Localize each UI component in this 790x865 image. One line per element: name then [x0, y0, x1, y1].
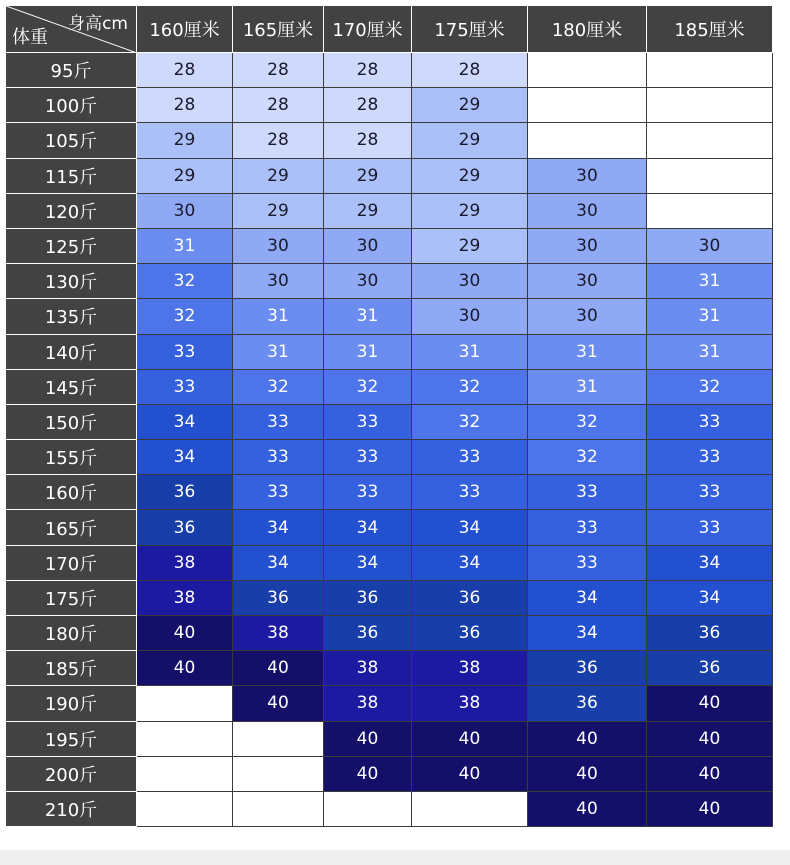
size-cell: 28 [233, 53, 324, 88]
column-header-180: 180厘米 [528, 6, 647, 53]
size-cell: 31 [528, 370, 647, 405]
size-cell: 34 [324, 546, 412, 581]
size-cell: 40 [233, 651, 324, 686]
size-cell: 29 [412, 229, 528, 264]
size-cell: 30 [528, 264, 647, 299]
size-cell: 33 [528, 546, 647, 581]
table-row [6, 123, 782, 158]
row-header-weight: 200斤 [6, 757, 137, 792]
row-header-weight: 140斤 [6, 335, 137, 370]
size-cell: 33 [137, 370, 233, 405]
table-row [6, 264, 782, 299]
table-row [6, 229, 782, 264]
size-cell: 29 [412, 123, 528, 158]
column-header-165: 165厘米 [233, 6, 324, 53]
table-row [6, 722, 782, 757]
size-cell: 36 [233, 581, 324, 616]
size-cell: 38 [137, 546, 233, 581]
size-cell: 40 [647, 757, 773, 792]
row-header-weight: 105斤 [6, 123, 137, 158]
table-row [6, 686, 782, 721]
size-cell: 33 [647, 510, 773, 545]
size-cell: 36 [647, 651, 773, 686]
size-cell: 30 [233, 229, 324, 264]
size-cell: 31 [324, 299, 412, 334]
size-cell: 30 [233, 264, 324, 299]
size-cell: 36 [324, 616, 412, 651]
size-cell: 32 [137, 264, 233, 299]
size-cell: 30 [412, 264, 528, 299]
size-cell: 38 [412, 686, 528, 721]
size-cell: 33 [324, 475, 412, 510]
column-header-175: 175厘米 [412, 6, 528, 53]
size-cell: 33 [324, 405, 412, 440]
size-cell: 38 [324, 651, 412, 686]
row-header-weight: 190斤 [6, 686, 137, 721]
size-cell: 34 [137, 405, 233, 440]
size-cell: 29 [412, 88, 528, 123]
size-cell: 28 [137, 88, 233, 123]
column-header-170: 170厘米 [324, 6, 412, 53]
size-cell: 29 [233, 159, 324, 194]
row-header-weight: 185斤 [6, 651, 137, 686]
table-row [6, 651, 782, 686]
size-cell: 40 [647, 686, 773, 721]
row-header-weight: 175斤 [6, 581, 137, 616]
size-cell: 36 [647, 616, 773, 651]
size-cell: 29 [137, 123, 233, 158]
table-row [6, 88, 782, 123]
size-cell: 28 [233, 88, 324, 123]
table-row [6, 299, 782, 334]
size-cell: 36 [412, 616, 528, 651]
size-cell: 31 [233, 299, 324, 334]
table-row [6, 510, 782, 545]
size-cell: 33 [647, 475, 773, 510]
size-cell: 33 [528, 475, 647, 510]
size-cell: 32 [137, 299, 233, 334]
empty-cell [647, 159, 773, 194]
empty-cell [647, 88, 773, 123]
size-cell: 30 [137, 194, 233, 229]
size-cell: 34 [324, 510, 412, 545]
size-cell: 33 [647, 405, 773, 440]
empty-cell [137, 792, 233, 827]
size-cell: 34 [137, 440, 233, 475]
size-cell: 33 [137, 335, 233, 370]
column-header-160: 160厘米 [137, 6, 233, 53]
row-header-weight: 100斤 [6, 88, 137, 123]
size-cell: 28 [137, 53, 233, 88]
size-cell: 36 [137, 475, 233, 510]
row-header-weight: 160斤 [6, 475, 137, 510]
size-cell: 40 [137, 616, 233, 651]
empty-cell [647, 194, 773, 229]
size-cell: 31 [647, 335, 773, 370]
size-cell: 28 [324, 53, 412, 88]
size-cell: 32 [324, 370, 412, 405]
size-cell: 30 [324, 229, 412, 264]
size-cell: 32 [647, 370, 773, 405]
row-header-weight: 115斤 [6, 159, 137, 194]
table-row [6, 757, 782, 792]
size-cell: 31 [137, 229, 233, 264]
size-cell: 34 [647, 581, 773, 616]
table-row [6, 440, 782, 475]
size-cell: 40 [647, 792, 773, 827]
size-cell: 40 [528, 757, 647, 792]
size-cell: 29 [412, 194, 528, 229]
size-cell: 33 [233, 475, 324, 510]
size-cell: 38 [324, 686, 412, 721]
table-row [6, 405, 782, 440]
size-chart-table [6, 6, 782, 827]
table-row [6, 370, 782, 405]
size-cell: 34 [528, 581, 647, 616]
size-cell: 32 [528, 440, 647, 475]
bottom-divider-strip [0, 850, 790, 865]
row-header-weight: 125斤 [6, 229, 137, 264]
size-cell: 33 [324, 440, 412, 475]
size-cell: 40 [324, 722, 412, 757]
size-cell: 40 [528, 722, 647, 757]
empty-cell [528, 88, 647, 123]
size-cell: 31 [528, 335, 647, 370]
size-cell: 34 [412, 546, 528, 581]
size-cell: 38 [233, 616, 324, 651]
size-cell: 30 [324, 264, 412, 299]
size-cell: 38 [137, 581, 233, 616]
corner-cell [6, 6, 137, 53]
size-cell: 29 [324, 194, 412, 229]
size-cell: 31 [647, 264, 773, 299]
size-cell: 40 [137, 651, 233, 686]
row-header-weight: 130斤 [6, 264, 137, 299]
size-cell: 28 [233, 123, 324, 158]
size-cell: 36 [324, 581, 412, 616]
size-cell: 33 [528, 510, 647, 545]
size-cell: 36 [528, 651, 647, 686]
size-cell: 34 [647, 546, 773, 581]
empty-cell [233, 722, 324, 757]
size-cell: 40 [412, 757, 528, 792]
size-cell: 40 [324, 757, 412, 792]
table-row [6, 581, 782, 616]
size-cell: 30 [528, 194, 647, 229]
size-cell: 33 [233, 440, 324, 475]
size-cell: 28 [324, 123, 412, 158]
size-cell: 28 [412, 53, 528, 88]
size-cell: 33 [412, 475, 528, 510]
size-cell: 32 [412, 370, 528, 405]
row-header-weight: 150斤 [6, 405, 137, 440]
empty-cell [647, 53, 773, 88]
size-cell: 29 [233, 194, 324, 229]
size-cell: 33 [412, 440, 528, 475]
size-cell: 30 [412, 299, 528, 334]
row-header-weight: 180斤 [6, 616, 137, 651]
size-cell: 28 [324, 88, 412, 123]
size-cell: 40 [647, 722, 773, 757]
size-cell: 31 [647, 299, 773, 334]
table-body [6, 53, 782, 827]
size-cell: 32 [528, 405, 647, 440]
empty-cell [528, 123, 647, 158]
row-header-weight: 95斤 [6, 53, 137, 88]
table-row [6, 546, 782, 581]
table-row [6, 335, 782, 370]
header-row [6, 6, 782, 53]
size-cell: 31 [233, 335, 324, 370]
table-row [6, 159, 782, 194]
size-cell: 30 [528, 229, 647, 264]
table-row [6, 792, 782, 827]
size-cell: 34 [233, 546, 324, 581]
row-header-weight: 210斤 [6, 792, 137, 827]
height-axis-label: 身高cm [68, 14, 128, 34]
row-header-weight: 120斤 [6, 194, 137, 229]
row-header-weight: 135斤 [6, 299, 137, 334]
row-header-weight: 155斤 [6, 440, 137, 475]
size-cell: 30 [528, 159, 647, 194]
size-cell: 30 [647, 229, 773, 264]
size-cell: 40 [528, 792, 647, 827]
table-row [6, 475, 782, 510]
table-row [6, 194, 782, 229]
size-cell: 38 [412, 651, 528, 686]
column-header-185: 185厘米 [647, 6, 773, 53]
size-cell: 29 [324, 159, 412, 194]
size-cell: 29 [412, 159, 528, 194]
row-header-weight: 195斤 [6, 722, 137, 757]
empty-cell [137, 686, 233, 721]
empty-cell [233, 757, 324, 792]
size-cell: 31 [412, 335, 528, 370]
empty-cell [233, 792, 324, 827]
empty-cell [137, 757, 233, 792]
size-cell: 31 [324, 335, 412, 370]
size-cell: 32 [412, 405, 528, 440]
size-cell: 30 [528, 299, 647, 334]
size-cell: 40 [412, 722, 528, 757]
weight-axis-label: 体重 [12, 27, 48, 48]
empty-cell [528, 53, 647, 88]
size-cell: 40 [233, 686, 324, 721]
empty-cell [324, 792, 412, 827]
table-row [6, 53, 782, 88]
empty-cell [137, 722, 233, 757]
table-row [6, 616, 782, 651]
size-cell: 36 [528, 686, 647, 721]
row-header-weight: 170斤 [6, 546, 137, 581]
size-cell: 32 [233, 370, 324, 405]
size-cell: 34 [233, 510, 324, 545]
empty-cell [647, 123, 773, 158]
empty-cell [412, 792, 528, 827]
size-cell: 33 [647, 440, 773, 475]
size-cell: 33 [233, 405, 324, 440]
row-header-weight: 165斤 [6, 510, 137, 545]
size-cell: 36 [137, 510, 233, 545]
row-header-weight: 145斤 [6, 370, 137, 405]
size-cell: 34 [528, 616, 647, 651]
size-cell: 36 [412, 581, 528, 616]
size-cell: 34 [412, 510, 528, 545]
size-cell: 29 [137, 159, 233, 194]
